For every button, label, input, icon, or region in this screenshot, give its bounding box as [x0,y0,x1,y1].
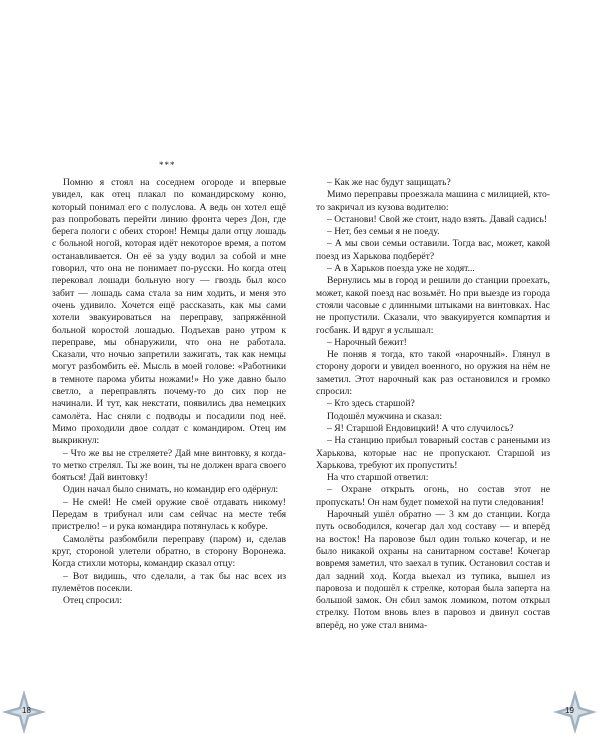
page-number-left: 18 [22,706,31,715]
paragraph: – Не смей! Не смей оружие своё отдавать никому! Передам в трибунал или сам сейчас на месте тебя пристрелю! – и рука командира потянулась к кобуре. [52,496,286,533]
separator-stars: *** [159,160,176,170]
paragraph: Самолёты разбомбили переправу (паром) и, сделав круг, стороной улетели обратно, в сторону Воронежа. Когда стихли моторы, командир сказал отцу: [52,533,286,570]
paragraph: – Я! Старшой Ендовицкий! А что случилось? [327,422,514,434]
paragraph: Не поняв я тогда, кто такой «нарочный». Глянул в сторону дороги и увидел военного, но оружия на нём не заметил. Этот нарочный как раз остановился и громко спросил: [316,349,550,398]
paragraph: – А в Харьков поезда уже не ходят... [327,263,475,275]
paragraph: Отец спросил: [63,595,122,607]
paragraph: Мимо переправы проезжала машина с милицией, кто-то закричал из кузова водителю: [316,189,550,213]
paragraph: Подошёл мужчина и сказал: [327,410,442,422]
paragraph: – Останови! Свой же стоит, надо взять. Давай садись! [327,213,548,225]
page-number-right: 19 [565,706,574,715]
star-ornament-icon [551,688,599,736]
paragraph: – Как же нас будут защищать? [327,177,451,188]
paragraph: – Нет, без семьи я не поеду. [327,226,440,238]
right-page-text [316,177,550,632]
paragraph: Помню я стоял на соседнем огороде и впервые увидел, как отец плакал по командирскому коню, который понимал его с полуслова. А ведь он хотел ещё раз попробовать перейти линию фронта через Дон, где берега пологи с обеих сторон! Немцы дали отцу лошадь с больной ногой, которая идёт некоторое время, а потом останавливается. Он её за узду водил за собой и мне говорил, что она не понимает по-русски. Но когда отец перековал лошади больную ногу — гвоздь был косо забит — лошадь сама стала за ним ходить, и меня это очень удивило. Хочется ещё рассказать, как мы сами хотели эвакуироваться на переправу, запряжённой больной коростой лошадью. Подъехав рано утром к переправе, мы обнаружили, что она не работала. Сказали, что ночью запретили зажигать, так как немцы могут разбомбить её. Мысль в моей голове: «Работники в темноте парома убиты ножами!» Но уже давно было светло, а переправлять почему-то до сих пор не начинали. И тут, как некстати, появились два немецких самолёта. Нас сняли с подводы и посадили под неё. Мимо проходили двое солдат с командиром. Отец им выкрикнул: [52,177,286,447]
paragraph: – Что же вы не стреляете? Дай мне винтовку, я когда-то метко стрелял. Ты же воин, ты не должен врага своего бояться! Дай винтовку! [52,447,286,484]
paragraph: Вернулись мы в город и решили до станции проехать, может, какой поезд нас возьмёт. Но при выезде из города стояли часовые с длинными штыками на винтовках. Нас не пропустили. Сказали, что эвакуируется компартия и госбанк. И вдруг я услышал: [316,275,550,336]
paragraph: Нарочный ушёл обратно — 3 км до станции. Когда путь освободился, кочегар дал ход составу — и вперёд на восток! На паровозе был один только кочегар, и не было никакой охраны на санитарном составе! Кочегар вовремя заметил, что заехал в тупик. Остановил состав и дал задний ход. Когда выехал из тупика, вышел из паровоза и подошёл к стрелке, которая была заперта на большой замок. Он сбил замок ломиком, потом открыл стрелку. Потом вновь влез в паровоз и двинул состав вперёд, но уже стал внима- [316,509,550,631]
paragraph: – На станцию прибыл товарный состав с ранеными из Харькова, которые нас не пропускают. Старшой из Харькова, требуют их пропустить! [316,435,550,471]
paragraph: На что старшой ответил: [327,472,429,484]
paragraph: – А мы свои семьи оставили. Тогда вас, может, какой поезд из Харькова подберёт? [316,238,550,262]
paragraph: Один начал было снимать, но командир его одёрнул: [63,484,279,496]
paragraph: – Нарочный бежит! [327,336,407,348]
left-page-text [52,177,286,607]
paragraph: – Кто здесь старшой? [327,398,415,410]
paragraph: – Охране открыть огонь, но состав этот не пропускать! Он нам будет помехой на пути следования! [316,484,550,508]
paragraph: – Вот видишь, что сделали, а так бы нас всех из пулемётов посекли. [52,570,286,594]
